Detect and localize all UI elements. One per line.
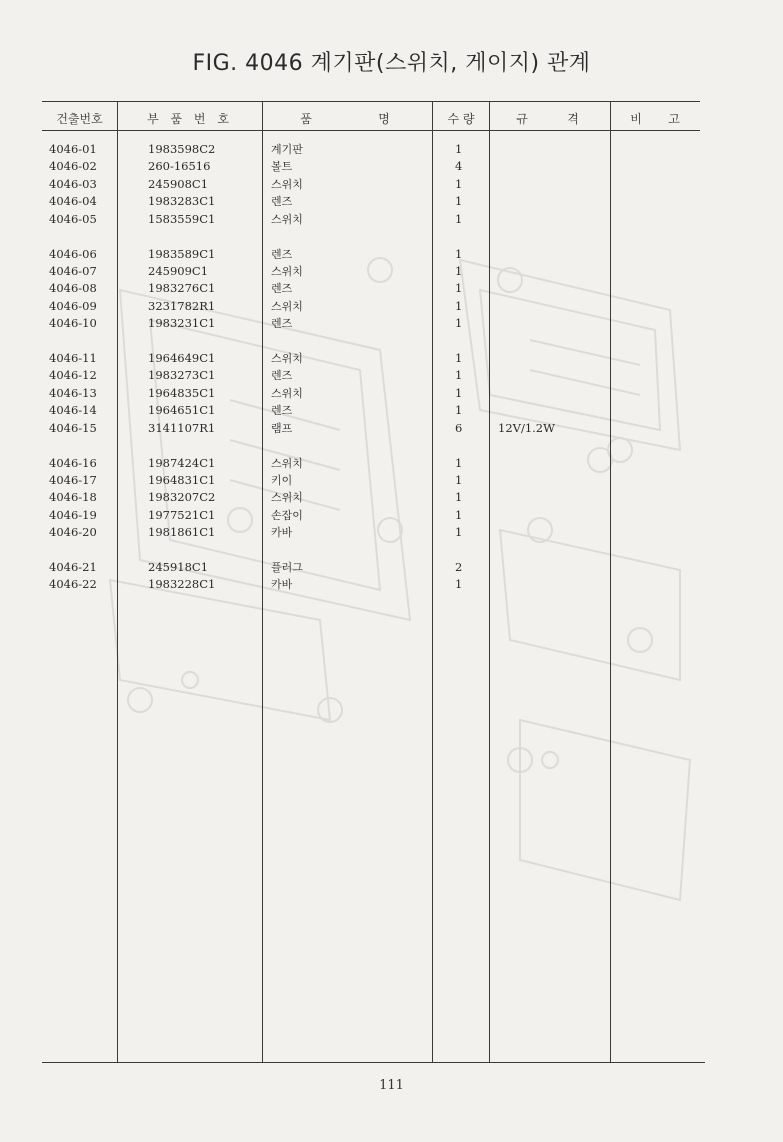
quantity: 1 xyxy=(455,142,463,156)
part-name: 플러그 xyxy=(271,561,303,574)
quantity: 1 xyxy=(455,490,463,505)
quantity: 1 xyxy=(455,455,463,470)
part-name: 렌즈 xyxy=(271,282,293,296)
part-index: 4046-08 xyxy=(49,281,97,296)
part-name: 스위치 xyxy=(271,456,303,470)
part-index: 4046-09 xyxy=(49,298,97,313)
part-index: 4046-13 xyxy=(49,385,97,400)
header-part-number: 부 품 번 호 xyxy=(147,112,233,126)
part-number: 1983283C1 xyxy=(148,194,216,209)
part-number: 1583559C1 xyxy=(148,211,216,226)
part-name: 스위치 xyxy=(271,177,303,191)
part-name: 계기판 xyxy=(271,143,303,156)
part-number: 245909C1 xyxy=(148,263,209,278)
part-name: 렌즈 xyxy=(271,317,293,331)
quantity: 1 xyxy=(455,577,463,592)
part-number: 1983228C1 xyxy=(148,577,216,592)
quantity: 1 xyxy=(455,385,463,400)
part-index: 4046-01 xyxy=(49,142,97,156)
part-number: 1983276C1 xyxy=(148,281,216,296)
part-name: 램프 xyxy=(271,421,293,435)
part-number: 3231782R1 xyxy=(148,298,216,313)
table-top-rule xyxy=(42,101,700,102)
part-index: 4046-11 xyxy=(49,351,97,365)
part-number: 260-16516 xyxy=(148,159,211,174)
table-header-rule xyxy=(42,130,700,131)
header-spec-2: 격 xyxy=(567,112,579,126)
part-name: 카바 xyxy=(271,526,293,540)
quantity: 1 xyxy=(455,507,463,522)
part-name: 스위치 xyxy=(271,352,303,365)
quantity: 1 xyxy=(455,298,463,313)
part-name: 스위치 xyxy=(271,491,303,505)
part-number: 1983207C2 xyxy=(148,490,216,505)
part-name: 키이 xyxy=(271,473,293,487)
column-divider-5 xyxy=(610,101,611,1062)
part-number: 1983273C1 xyxy=(148,368,216,383)
part-name: 스위치 xyxy=(271,264,303,278)
quantity: 6 xyxy=(455,420,463,435)
quantity: 1 xyxy=(455,316,463,331)
part-name: 렌즈 xyxy=(271,404,293,418)
part-index: 4046-02 xyxy=(49,159,97,174)
part-index: 4046-15 xyxy=(49,420,97,435)
part-number: 1981861C1 xyxy=(148,525,216,540)
column-divider-4 xyxy=(489,101,490,1062)
quantity: 1 xyxy=(455,246,463,261)
header-no: 건출번호 xyxy=(56,112,103,126)
part-number: 1983589C1 xyxy=(148,246,216,261)
part-index: 4046-18 xyxy=(49,490,97,505)
header-spec-1: 규 xyxy=(516,112,528,126)
part-number: 1983598C2 xyxy=(148,142,216,156)
header-remark-2: 고 xyxy=(668,112,680,126)
column-divider-1 xyxy=(117,101,118,1062)
quantity: 1 xyxy=(455,368,463,383)
part-index: 4046-22 xyxy=(49,577,97,592)
part-index: 4046-21 xyxy=(49,560,97,574)
part-number: 245918C1 xyxy=(148,560,209,574)
page-number: 111 xyxy=(379,1078,404,1093)
part-index: 4046-03 xyxy=(49,176,97,191)
quantity: 1 xyxy=(455,351,463,365)
part-number: 1983231C1 xyxy=(148,316,216,331)
part-name: 카바 xyxy=(271,578,293,592)
part-name: 렌즈 xyxy=(271,369,293,383)
header-remark-1: 비 xyxy=(630,112,642,126)
part-number: 3141107R1 xyxy=(148,420,216,435)
quantity: 1 xyxy=(455,403,463,418)
part-number: 1964835C1 xyxy=(148,385,216,400)
part-number: 1977521C1 xyxy=(148,507,216,522)
quantity: 1 xyxy=(455,281,463,296)
part-number: 1987424C1 xyxy=(148,455,216,470)
part-index: 4046-07 xyxy=(49,263,97,278)
quantity: 2 xyxy=(455,560,463,574)
quantity: 1 xyxy=(455,525,463,540)
part-name: 렌즈 xyxy=(271,195,293,209)
header-name-2: 명 xyxy=(378,112,390,126)
column-divider-3 xyxy=(432,101,433,1062)
quantity: 4 xyxy=(455,159,463,174)
part-number: 245908C1 xyxy=(148,176,209,191)
part-index: 4046-19 xyxy=(49,507,97,522)
part-index: 4046-17 xyxy=(49,472,97,487)
part-index: 4046-10 xyxy=(49,316,97,331)
part-index: 4046-14 xyxy=(49,403,97,418)
quantity: 1 xyxy=(455,472,463,487)
quantity: 1 xyxy=(455,176,463,191)
part-number: 1964651C1 xyxy=(148,403,216,418)
part-index: 4046-04 xyxy=(49,194,97,209)
specification: 12V/1.2W xyxy=(498,420,555,435)
header-name-1: 품 xyxy=(300,112,312,126)
part-index: 4046-12 xyxy=(49,368,97,383)
part-name: 렌즈 xyxy=(271,247,293,261)
part-number: 1964649C1 xyxy=(148,351,216,365)
quantity: 1 xyxy=(455,211,463,226)
table-bottom-rule xyxy=(42,1062,705,1063)
column-divider-2 xyxy=(262,101,263,1062)
part-name: 스위치 xyxy=(271,386,303,400)
quantity: 1 xyxy=(455,263,463,278)
page-title: FIG. 4046 계기판(스위치, 게이지) 관계 xyxy=(192,51,591,76)
part-name: 스위치 xyxy=(271,212,303,226)
part-name: 스위치 xyxy=(271,299,303,313)
header-qty: 수 량 xyxy=(447,112,475,126)
part-index: 4046-20 xyxy=(49,525,97,540)
quantity: 1 xyxy=(455,194,463,209)
part-number: 1964831C1 xyxy=(148,472,216,487)
part-index: 4046-06 xyxy=(49,246,97,261)
part-name: 볼트 xyxy=(271,160,293,174)
part-index: 4046-05 xyxy=(49,211,97,226)
part-name: 손잡이 xyxy=(271,508,303,522)
part-index: 4046-16 xyxy=(49,455,97,470)
